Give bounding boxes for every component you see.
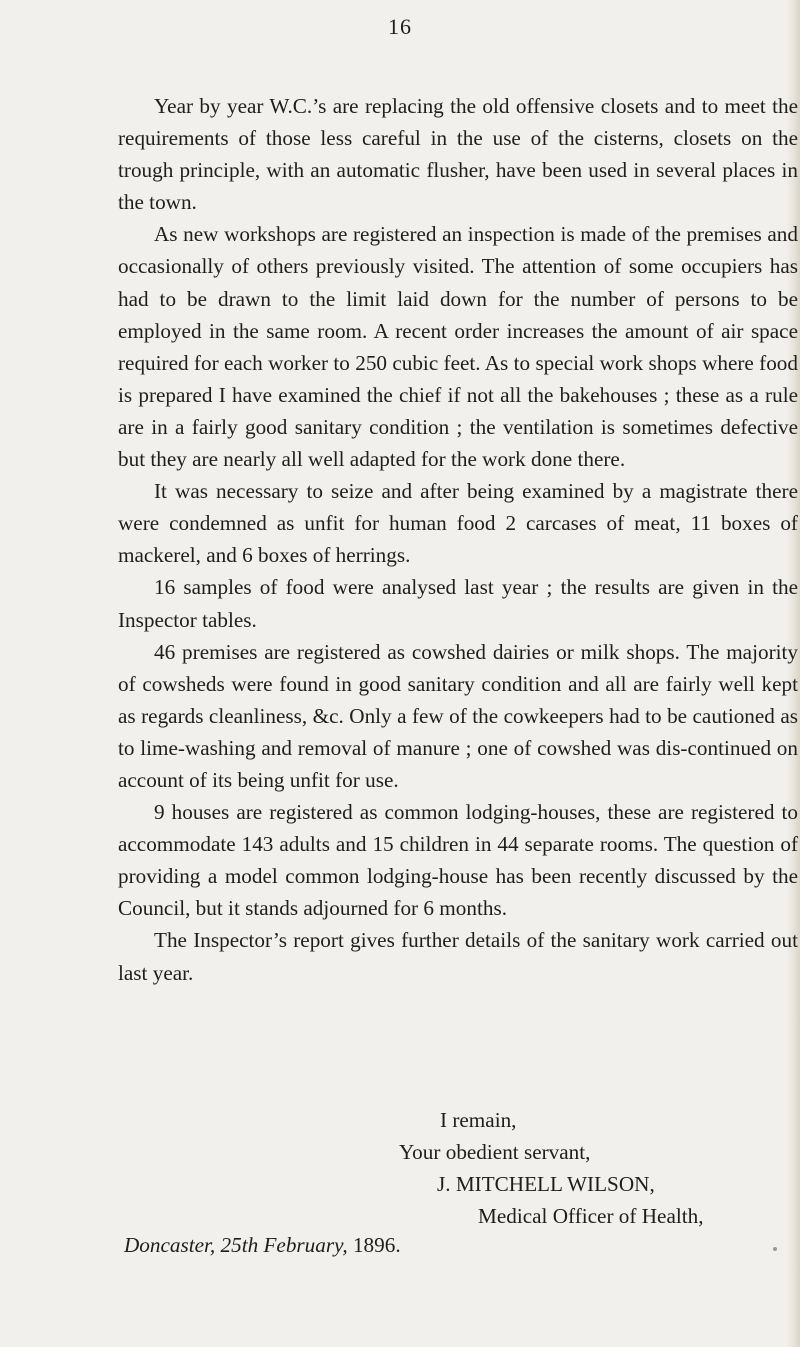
closing-remain: I remain, [440, 1108, 517, 1132]
page-number: 16 [388, 14, 412, 39]
closing-servant: Your obedient servant, [399, 1140, 591, 1164]
year: 1896. [352, 1233, 401, 1257]
paragraph-closets: Year by year W.C.’s are replacing the old offensive closets and to meet the requirements of those less careful in the use of the cisterns, closets on the trough principle, with an automatic flusher, have been used in several places in the town. [118, 94, 798, 215]
paragraph-inspector-report: The Inspector’s report gives further details of the sanitary work carried out last year. [118, 928, 798, 985]
paragraph-workshops: As new workshops are registered an inspection is made of the premises and occasionally of others previously visited. The attention of some occupiers has had to be drawn to the limit laid down for the number of persons to be employed in the same room. A recent order increases the amount of air space required for each worker to 250 cubic feet. As to special work shops where food is prepared I have examined the chief if not all the bakehouses ; these as a rule are in a fairly good sanitary condition ; the ventilation is sometimes defective but they are nearly all well adapted for the work done there. [118, 222, 798, 472]
report-body [118, 90, 798, 989]
signatory-title: Medical Officer of Health, [478, 1204, 704, 1228]
ink-dot [773, 1247, 777, 1251]
paragraph-seizures: It was necessary to seize and after being examined by a magistrate there were condemned as unfit for human food 2 carcases of meat, 11 boxes of mackerel, and 6 boxes of herrings. [118, 479, 798, 568]
paragraph-lodging-houses: 9 houses are registered as common lodging-houses, these are registered to accommodate 143 adults and 15 children in 44 separate rooms. The question of providing a model common lodging-house has been recently discussed by the Council, but it stands adjourned for 6 months. [118, 800, 798, 921]
signatory-name: J. MITCHELL WILSON, [437, 1172, 655, 1196]
paragraph-food-samples: 16 samples of food were analysed last year ; the results are given in the Inspector tables. [118, 575, 798, 632]
paragraph-cowsheds: 46 premises are registered as cowshed dairies or milk shops. The majority of cowsheds were found in good sanitary condition and all are fairly well kept as regards cleanliness, &c. Only a few of the cowkeepers had to be cautioned as to lime-washing and removal of manure ; one of cowshed was dis-continued on account of its being unfit for use. [118, 639, 798, 792]
place-date-line [124, 1229, 401, 1261]
place-date: Doncaster, 25th February, [124, 1233, 348, 1257]
